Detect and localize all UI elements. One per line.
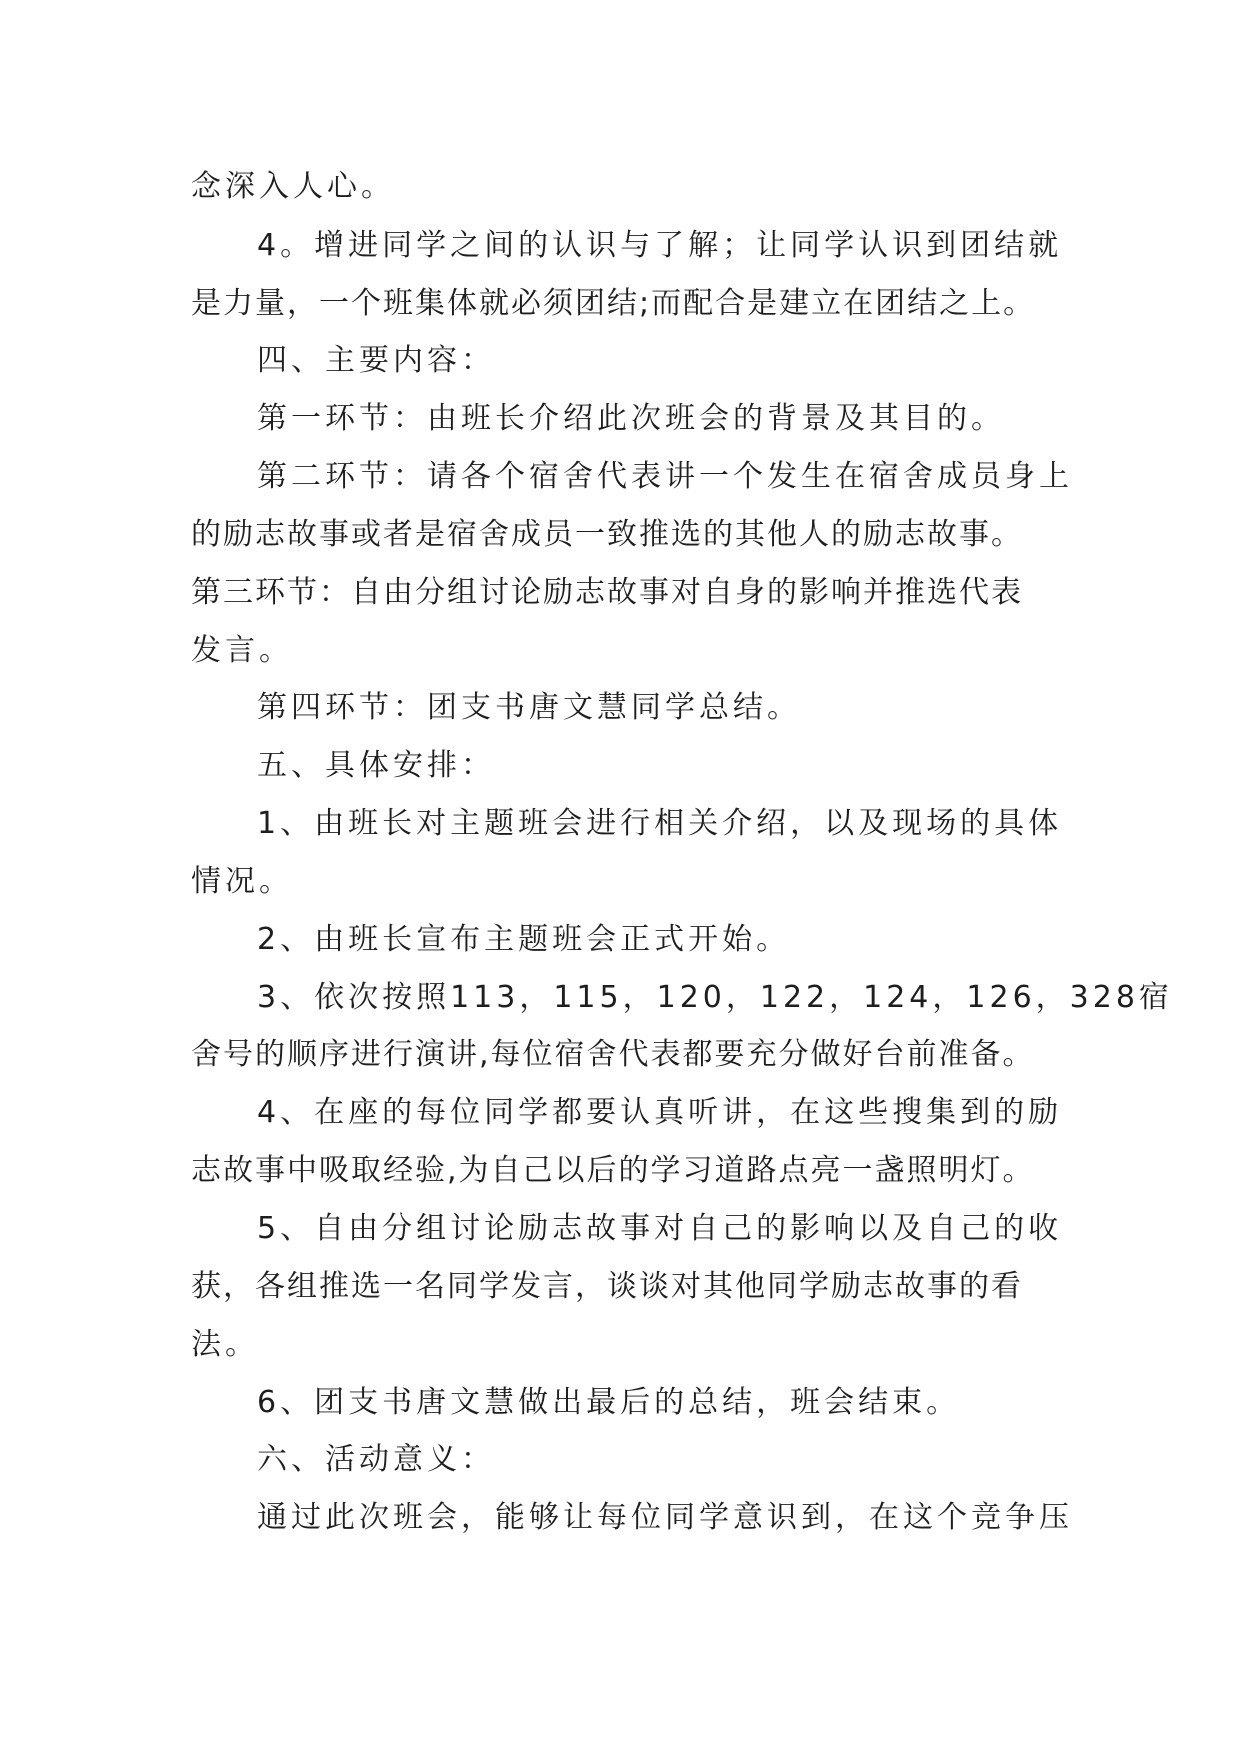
paragraph-line: 念深入人心。 <box>191 169 395 204</box>
paragraph-line: 第四环节：团支书唐文慧同学总结。 <box>257 690 801 725</box>
section-heading: 五、具体安排： <box>257 748 495 783</box>
section-heading: 四、主要内容： <box>257 343 495 378</box>
paragraph-line: 5、自由分组讨论励志故事对自己的影响以及自己的收 <box>257 1211 1063 1246</box>
paragraph-line: 发言。 <box>191 633 293 668</box>
paragraph-line: 的励志故事或者是宿舍成员一致推选的其他人的励志故事。 <box>191 517 1023 552</box>
paragraph-line: 获，各组推选一名同学发言，谈谈对其他同学励志故事的看 <box>191 1269 1023 1304</box>
paragraph-line: 3、依次按照113，115，120，122，124，126，328宿 <box>257 980 1173 1015</box>
paragraph-line: 是力量，一个班集体就必须团结;而配合是建立在团结之上。 <box>191 286 1036 321</box>
section-heading: 六、活动意义： <box>257 1442 495 1477</box>
paragraph-line: 舍号的顺序进行演讲,每位宿舍代表都要充分做好台前准备。 <box>191 1037 1035 1072</box>
paragraph-line: 第一环节：由班长介绍此次班会的背景及其目的。 <box>257 401 1005 436</box>
paragraph-line: 2、由班长宣布主题班会正式开始。 <box>257 922 791 957</box>
paragraph-line: 第二环节：请各个宿舍代表讲一个发生在宿舍成员身上 <box>257 459 1073 494</box>
paragraph-line: 法。 <box>191 1327 259 1362</box>
paragraph-line: 4、在座的每位同学都要认真听讲，在这些搜集到的励 <box>257 1095 1063 1130</box>
paragraph-line: 4。增进同学之间的认识与了解；让同学认识到团结就 <box>257 228 1063 263</box>
paragraph-line: 第三环节：自由分组讨论励志故事对自身的影响并推选代表 <box>191 575 1023 610</box>
paragraph-line: 1、由班长对主题班会进行相关介绍，以及现场的具体 <box>257 806 1063 841</box>
paragraph-line: 6、团支书唐文慧做出最后的总结，班会结束。 <box>257 1385 961 1420</box>
paragraph-line: 志故事中吸取经验,为自己以后的学习道路点亮一盏照明灯。 <box>191 1153 1035 1188</box>
paragraph-line: 情况。 <box>191 864 293 899</box>
paragraph-line: 通过此次班会，能够让每位同学意识到，在这个竞争压 <box>257 1500 1073 1535</box>
